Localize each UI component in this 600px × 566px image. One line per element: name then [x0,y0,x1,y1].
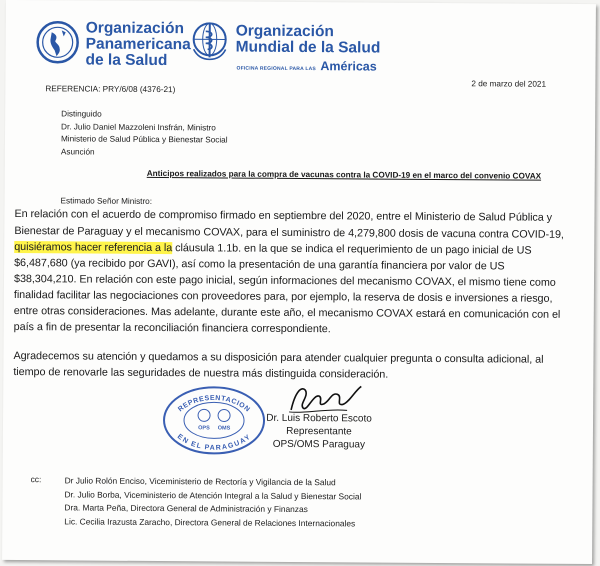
body-line: finalidad facilitar las negociaciones con proveedores para, por ejemplo, la reserva de dosis e inversiones a riesgo, [13,289,553,305]
body-line-highlighted [14,241,531,257]
addressee-line: Distinguido [61,109,102,119]
who-emblem-icon [190,19,230,63]
signer-name: Dr. Luis Roberto Escoto [266,412,372,425]
signer-block [259,412,379,452]
addressee-line: Ministerio de Salud Pública y Bienestar Social [60,134,228,145]
body-line: En relación con el acuerdo de compromiso firmado en septiembre del 2020, entre el Ministerio de Salud Pública y [14,208,553,224]
body-line: Bienestar de Paraguay y el mecanismo COVAX, para el suministro de 4,279,800 dosis de vacuna contra COVID-19, [14,225,564,241]
salutation: Estimado Señor Ministro: [60,196,153,206]
stamp-right-label: OMS [217,425,231,432]
highlighted-text: quisiéramos hacer referencia a la [14,241,173,255]
body-line: Agradecemos su atención y quedamos a su disposición para atender cualquier pregunta o consulta adicional, al [13,350,544,366]
who-americas: Américas [320,59,377,74]
addressee-block [61,108,228,159]
letter-page [2,0,596,564]
addressee-line: Asunción [60,146,95,157]
cc-item: Dr Julio Rolón Enciso, Viceministerio de Rectoría y Vigilancia de la Salud [64,475,336,488]
addressee-line: Dr. Julio Daniel Mazzoleni Insfrán, Ministro [61,121,216,132]
paho-logo [36,20,80,64]
who-name: Organización Mundial de la Salud [235,22,381,57]
body-line: país a fin de presentar la reconciliación financiera correspondiente. [13,321,331,336]
paho-emblem-icon [36,20,80,64]
cc-item: Dra. Marta Peña, Directora General de Administración y Finanzas [64,502,308,515]
cc-label: cc: [30,474,42,485]
body-text: cláusula 1.1b. en la que se indica el requerimiento de un pago inicial de US [172,242,532,257]
cc-item: Dr. Julio Borba, Viceministerio de Atención Integral a la Salud y Bienestar Social [64,488,362,501]
who-logo [190,19,230,63]
paho-name: Organización Panamericana de la Salud [85,19,191,70]
official-stamp [161,383,268,456]
body-line: $6,487,680 (ya recibido por GAVI), así como la presentación de una garantía financiera por valor de US [14,257,505,273]
who-regional-sub: OFICINA REGIONAL PARA LAS [236,65,316,73]
cc-item: Lic. Cecilia Irazusta Zaracho, Directora General de Relaciones Internacionales [64,515,356,528]
stamp-left-label: OPS [198,425,210,432]
body-line: $38,304,210. En relación con este pago inicial, según informaciones del mecanismo COVAX, el mismo tiene como [13,273,556,289]
reference: REFERENCIA: PRY/6/08 (4376-21) [45,84,176,95]
cc-list [64,474,361,530]
stamp-seal-icon [161,383,268,456]
who-regional [236,57,376,76]
subject-line: Anticipos realizados para la compra de vacunas contra la COVID-19 en el marco del convenio COVAX [146,168,542,181]
stamp-bottom-text: EN EL PARAGUAY [175,433,253,452]
signer-org: OPS/OMS Paraguay [272,438,366,451]
body-line: entre otras consideraciones. Mas adelante, durante este año, el mecanismo COVAX estará en comunicación con el [13,305,561,321]
letter-date: 2 de marzo del 2021 [471,79,547,89]
stamp-top-text: REPRESENTACION [177,394,252,414]
body-line: tiempo de renovarle las seguridades de nuestra más distinguida consideración. [13,366,389,381]
signer-title: Representante [286,425,352,438]
